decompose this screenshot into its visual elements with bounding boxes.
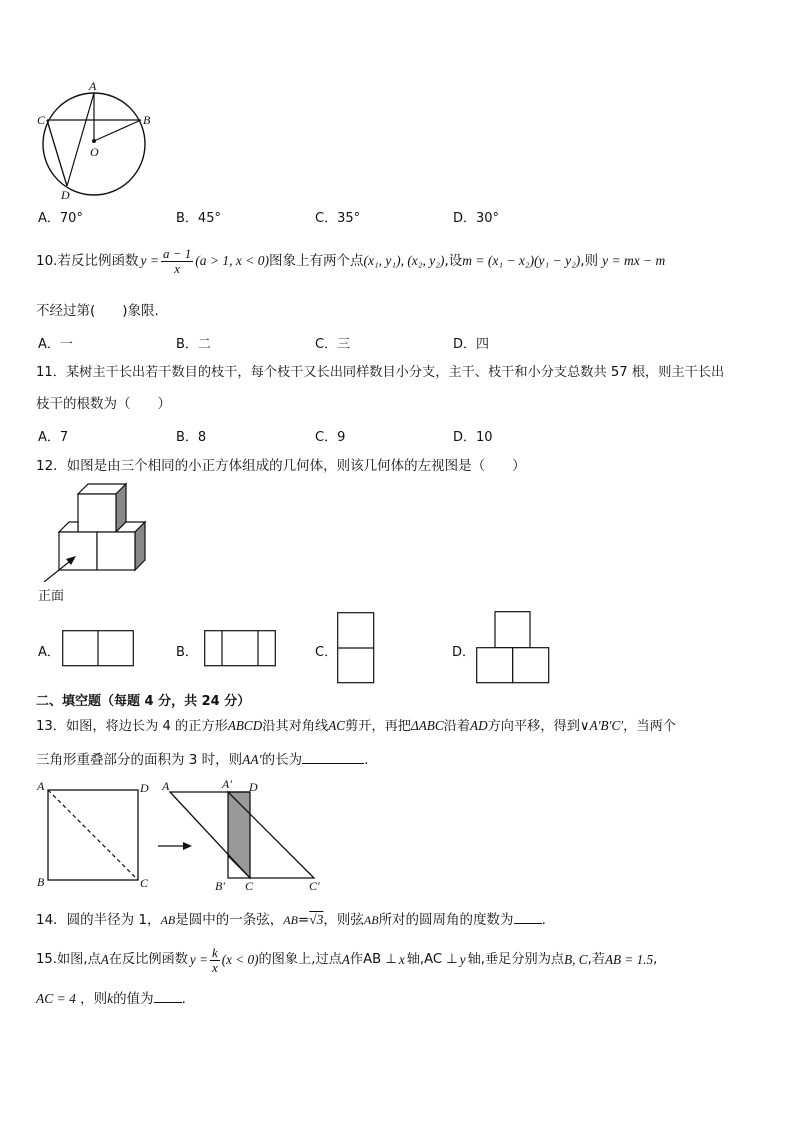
q9-option-a: A．70° xyxy=(38,211,83,226)
q10-option-b: B．二 xyxy=(176,337,211,352)
q11-option-a: A．7 xyxy=(38,430,69,445)
q12-cube-figure xyxy=(36,482,156,582)
q12-option-b-figure xyxy=(204,630,276,667)
svg-text:A: A xyxy=(37,779,45,793)
q9-option-b: B．45° xyxy=(176,211,221,226)
segment-ob xyxy=(94,120,141,141)
diagonal-ac xyxy=(48,790,138,880)
svg-text:D: D xyxy=(140,781,149,795)
segment-ad xyxy=(67,93,94,186)
q10-options xyxy=(38,333,738,351)
label-a: A xyxy=(89,79,97,93)
q11-option-c: C．9 xyxy=(315,430,346,445)
q14-line: 14．圆的半径为 1，AB是圆中的一条弦，AB=√3，则弦AB所对的圆周角的度数为 . xyxy=(36,909,546,929)
q13-figure xyxy=(32,778,332,893)
svg-text:C′: C′ xyxy=(309,879,320,893)
q14-answer-blank[interactable] xyxy=(514,909,542,924)
label-o: O xyxy=(90,145,99,159)
q12-option-b-letter: B． xyxy=(176,645,198,660)
q15-line2: AC = 4 ，则k的值为 . xyxy=(36,988,186,1008)
q10-option-a: A．一 xyxy=(38,337,73,352)
q12-option-c-figure xyxy=(337,612,375,684)
segment-cd xyxy=(47,120,67,186)
label-b: B xyxy=(143,113,151,127)
svg-text:C: C xyxy=(245,879,254,893)
q12-option-d-letter: D． xyxy=(452,645,476,660)
q11-option-d: D．10 xyxy=(453,430,493,445)
svg-text:D: D xyxy=(249,780,258,794)
q12-option-d-figure xyxy=(476,611,550,684)
q12-line1: 12．如图是由三个相同的小正方体组成的几何体，则该几何体的左视图是（ ） xyxy=(36,458,526,474)
q12-option-a-letter: A． xyxy=(38,645,60,660)
svg-text:A′: A′ xyxy=(222,778,232,791)
q9-option-d: D．30° xyxy=(453,211,500,226)
q15-answer-blank[interactable] xyxy=(154,988,182,1003)
q9-option-c: C．35° xyxy=(315,211,361,226)
q10-fraction: $\frac{a - 1}{x}$ xyxy=(162,245,192,276)
q13-answer-blank[interactable] xyxy=(302,749,364,764)
q13-line1: 13．如图，将边长为 4 的正方形ABCD沿其对角线AC剪开，再把ΔABC沿着AD方向平移，得到∨A′B′C′，当两个 xyxy=(36,718,676,734)
q12-option-c-letter: C． xyxy=(315,645,338,660)
q11-line2: 枝干的根数为（ ） xyxy=(36,396,171,412)
q11-line1: 11．某树主干长出若干数目的枝干，每个枝干又长出同样数目小分支，主干、枝干和小分支总数共 57 根，则主干长出 xyxy=(36,365,725,380)
q11-options xyxy=(38,426,738,444)
section2-title: 二、填空题（每题 4 分，共 24 分） xyxy=(36,694,251,709)
q10-option-d: D．四 xyxy=(453,337,490,352)
q12-front-label: 正面 xyxy=(38,589,65,604)
svg-text:B′: B′ xyxy=(215,879,225,893)
label-d: D xyxy=(61,188,70,202)
q9-circle-figure xyxy=(30,78,160,202)
q15-fraction: $\frac{k}{x}$ xyxy=(211,944,218,975)
q11-option-b: B．8 xyxy=(176,430,207,445)
q10-option-c: C．三 xyxy=(315,337,351,352)
label-c: C xyxy=(37,113,46,127)
q10-line2: 不经过第( )象限. xyxy=(36,303,159,319)
center-point xyxy=(92,139,96,143)
svg-text:B: B xyxy=(37,875,45,889)
svg-text:C: C xyxy=(140,876,149,890)
q13-line2: 三角形重叠部分的面积为 3 时，则AA′的长为 . xyxy=(36,749,368,769)
q10-line1: 10.若反比例函数 y = $\frac{a - 1}{x}$ (a > 1, x < 0) 图象上有两个点 (x₁, y₁), (x₂, y₂) ,设 m = (x₁ − x₂)(y₁ − y₂) ,则 y = mx − m xyxy=(36,245,666,276)
overlap-shade xyxy=(228,792,250,878)
q12-option-a-figure xyxy=(62,630,134,667)
q15-line1: 15.如图,点 A 在反比例函数 y = $\frac{k}{x}$ (x < 0) 的图象上,过点 A 作AB ⊥ x 轴,AC ⊥ y 轴,垂足分别为点 B, C ,若 AB = 1.5 , xyxy=(36,944,658,975)
q9-options xyxy=(38,207,738,225)
svg-text:A: A xyxy=(162,779,170,793)
